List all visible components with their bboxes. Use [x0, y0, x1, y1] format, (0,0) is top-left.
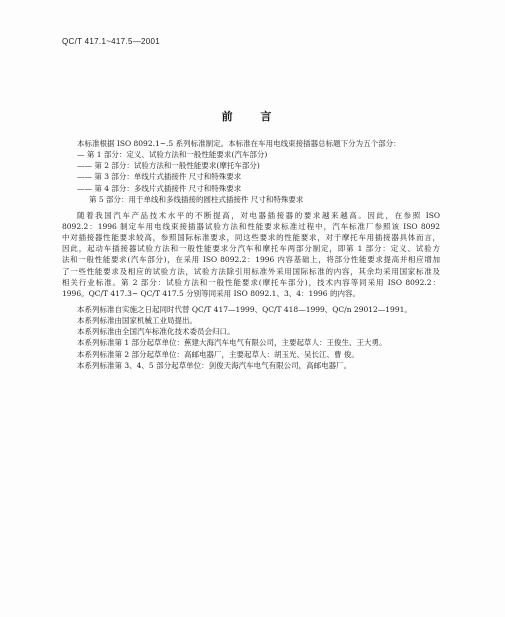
body-line: 本标准根据 ISO 8092.1~.5 系列标准制定。本标准在车用电线束接插器总标题下分为五个部分： [77, 139, 401, 148]
body-line: 本系列标准第 1 部分起草单位：蕉建大海汽车电气有限公司，主要起草人：王俊生、王大勇。 [77, 338, 387, 348]
foreword-body [62, 138, 440, 371]
body-line: 本系列标准第 2 部分起草单位：高邮电器厂，主要起草人：胡玉光、吴长江、曹 俊。 [77, 349, 359, 359]
body-line: 因此，起动车插接器试验方法和一般性能要求分汽车和摩托车两部分制定，即第 1 部分：定义、试验方 [62, 244, 440, 254]
body-line: 随着我国汽车产品技术水平的不断提高，对电器插接器的要求越来越高。因此，在参照 ISO [77, 210, 440, 220]
body-line: 法和一般性能要求(汽车部分)，在采用 ISO 8092.2：1996 内容基础上，将部分性能要求提高并相应增加 [62, 255, 440, 265]
body-line: 本系列标准由全国汽车标准化技术委员会归口。 [77, 327, 235, 337]
body-line: 本系列标准由国家机械工业局提出。 [77, 316, 197, 326]
body-line: —— 第 2 部分：试验方法和一般性能要求(摩托车部分) [77, 161, 260, 171]
body-line: 本系列标准第 3、4、5 部分起草单位：剑俊天海汽车电气有限公司，高邮电器厂。 [77, 360, 352, 370]
body-line: 相关行业标准。第 2 部分：试验方法和一般性能要求(摩托车部分)，技术内容等同采用 ISO 8092.2： [62, 277, 440, 287]
standard-code-header: QC/T 417.1~417.5—2001 [62, 37, 160, 46]
body-line: 中对插接器性能要求较高，参照国际标准要求，同这些要求的性能要求，对于摩托车用插接器具体而言， [62, 233, 440, 243]
body-line: 1996。QC/T 417.3~ QC/T 417.5 分别等同采用 ISO 8092.1、3、4：1996 的内容。 [62, 288, 360, 298]
body-line: —— 第 4 部分：多线片式插接件 尺寸和特殊要求 [77, 183, 242, 193]
body-line: 了一些性能要求及相应的试验方法，试验方法除引用标准外采用国际标准的内容，其余均采用国家标准及 [62, 266, 440, 276]
body-line: 本系列标准自实施之日起同时代替 QC/T 417—1999、QC/T 418—1999、QC/n 29012—1991。 [77, 304, 412, 314]
body-line: —— 第 3 部分：单线片式插接件 尺寸和特殊要求 [77, 172, 242, 182]
page-title: 前 言 [221, 110, 284, 123]
body-line: 8092.2：1996 制定车用电线束接插器试验方法和性能要求标准过程中，汽车标准厂参照该 ISO 8092 [62, 221, 440, 231]
body-line: — 第 1 部分：定义、试验方法和一般性能要求(汽车部分) [77, 150, 268, 160]
body-line: 第 5 部分：用于单线和多线插接的圆柱式插接件 尺寸和特殊要求 [89, 194, 304, 204]
